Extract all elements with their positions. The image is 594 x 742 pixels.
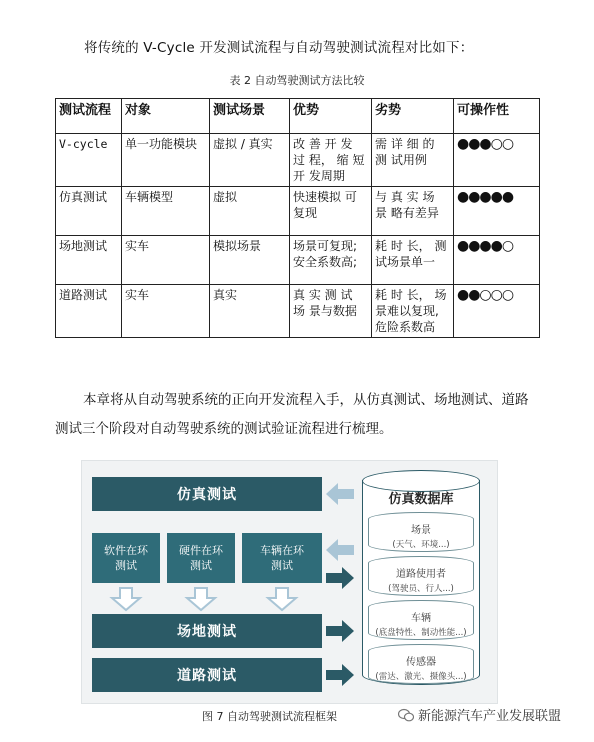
body-paragraph <box>55 386 541 444</box>
cell-operability: ●●●○○ <box>454 134 540 187</box>
cell-object: 实车 <box>122 236 210 285</box>
comparison-table <box>55 98 540 338</box>
header-disadvantage: 劣势 <box>372 99 454 134</box>
cell-process: 道路测试 <box>56 285 122 338</box>
db-segment-desc: (天气、环境...) <box>392 540 450 550</box>
road-test-bar: 道路测试 <box>92 658 322 692</box>
header-object: 对象 <box>122 99 210 134</box>
db-segment-road-users <box>368 556 474 596</box>
simulation-database <box>362 470 480 696</box>
paragraph-text: 本章将从自动驾驶系统的正向开发流程入手，从仿真测试、场地测试、道路测试三个阶段对自动驾驶系统的测试验证流程进行梳理。 <box>55 392 529 437</box>
cell-object: 单一功能模块 <box>122 134 210 187</box>
cell-advantage: 场景可复现; 安全系数高; <box>290 236 372 285</box>
table-row <box>56 236 540 285</box>
db-segment-vehicle <box>368 600 474 640</box>
table-header-row <box>56 99 540 134</box>
vil-label: 车辆在环 测试 <box>260 544 304 572</box>
db-segment-desc: (雷达、激光、摄像头...) <box>375 672 467 682</box>
header-advantage: 优势 <box>290 99 372 134</box>
sil-box <box>92 533 160 583</box>
table-caption: 表 2 自动驾驶测试方法比较 <box>229 74 365 87</box>
cell-disadvantage: 耗 时 长， 场 景难以复现, 危险系数高 <box>372 285 454 338</box>
wechat-icon <box>398 708 414 722</box>
cell-advantage: 真 实 测 试 场 景与数据 <box>290 285 372 338</box>
cell-scene: 虚拟 <box>210 187 290 236</box>
cell-object: 实车 <box>122 285 210 338</box>
cell-disadvantage: 耗 时 长， 测 试场景单一 <box>372 236 454 285</box>
sim-test-bar: 仿真测试 <box>92 477 322 511</box>
cell-operability: ●●●●○ <box>454 236 540 285</box>
cell-object: 车辆模型 <box>122 187 210 236</box>
db-segment-scene <box>368 512 474 552</box>
sil-label: 软件在环 测试 <box>104 544 148 572</box>
header-scene: 测试场景 <box>210 99 290 134</box>
db-segment-name: 传感器 <box>406 657 436 668</box>
table-row <box>56 134 540 187</box>
db-segment-sensor <box>368 644 474 684</box>
header-operability: 可操作性 <box>454 99 540 134</box>
db-segment-name: 场景 <box>411 525 431 536</box>
cell-scene: 模拟场景 <box>210 236 290 285</box>
db-segment-desc: (底盘特性、制动性能...) <box>375 628 467 638</box>
figure-caption: 图 7 自动驾驶测试流程框架 <box>202 710 337 723</box>
cell-process: 仿真测试 <box>56 187 122 236</box>
db-title: 仿真数据库 <box>388 492 454 507</box>
cell-advantage: 改 善 开 发 过 程， 缩 短 开 发周期 <box>290 134 372 187</box>
watermark <box>398 705 561 724</box>
cell-scene: 真实 <box>210 285 290 338</box>
cell-advantage: 快速模拟 可复现 <box>290 187 372 236</box>
cell-scene: 虚拟 / 真实 <box>210 134 290 187</box>
db-segment-desc: (驾驶员、行人...) <box>388 584 454 594</box>
cell-process: 场地测试 <box>56 236 122 285</box>
db-segment-name: 道路使用者 <box>396 569 446 580</box>
header-process: 测试流程 <box>56 99 122 134</box>
hil-label: 硬件在环 测试 <box>179 544 223 572</box>
cell-disadvantage: 与 真 实 场 景 略有差异 <box>372 187 454 236</box>
field-test-bar: 场地测试 <box>92 614 322 648</box>
cell-disadvantage: 需 详 细 的 测 试用例 <box>372 134 454 187</box>
watermark-text: 新能源汽车产业发展联盟 <box>418 709 562 724</box>
intro-text: 将传统的 V-Cycle 开发测试流程与自动驾驶测试流程对比如下： <box>84 40 474 56</box>
db-segment-name: 车辆 <box>411 613 431 624</box>
cell-operability: ●●○○○ <box>454 285 540 338</box>
cell-operability: ●●●●● <box>454 187 540 236</box>
cell-process: V-cycle <box>56 134 122 187</box>
vil-box <box>242 533 322 583</box>
hil-box <box>167 533 235 583</box>
table-row <box>56 187 540 236</box>
table-row <box>56 285 540 338</box>
